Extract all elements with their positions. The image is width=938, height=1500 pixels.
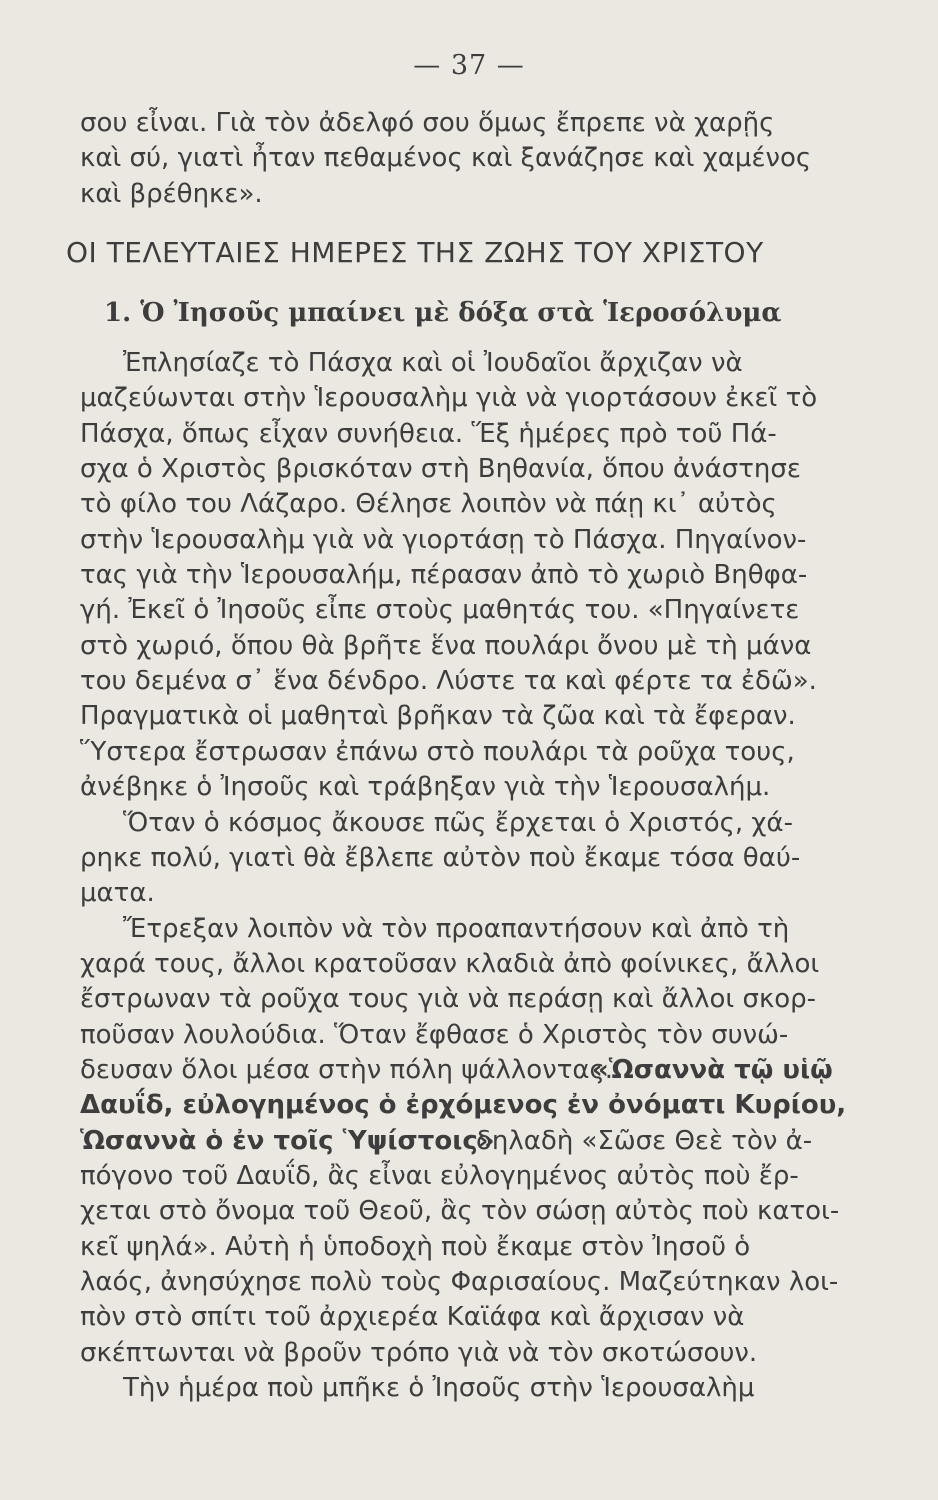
text-line: ἔστρωναν τὰ ροῦχα τους γιὰ νὰ περάσῃ καὶ ἄλλοι σκορ- (80, 984, 817, 1014)
section-heading: 1. Ὁ Ἰησοῦς μπαίνει μὲ δόξα στὰ Ἱεροσόλυμα (104, 298, 782, 328)
text-line-bold: Ὡσαννὰ ὁ ἐν τοῖς Ὑψίστοις» (80, 1126, 495, 1156)
text-line: χαρά τους, ἄλλοι κρατοῦσαν κλαδιὰ ἀπὸ φοίνικες, ἄλλοι (80, 949, 820, 979)
text-line: Ὕστερα ἔστρωσαν ἐπάνω στὸ πουλάρι τὰ ροῦχα τους, (80, 737, 795, 767)
text-line: σχα ὁ Χριστὸς βρισκόταν στὴ Βηθανία, ὅπου ἀνάστησε (80, 454, 801, 484)
page-number: — 37 — (413, 50, 525, 81)
text-line: στὸ χωριό, ὅπου θὰ βρῆτε ἕνα πουλάρι ὄνου μὲ τὴ μάνα (80, 631, 812, 661)
text-line: τας γιὰ τὴν Ἱερουσαλήμ, πέρασαν ἀπὸ τὸ χωριὸ Βηθφα- (80, 560, 808, 590)
chapter-heading: ΟΙ ΤΕΛΕΥΤΑΙΕΣ ΗΜΕΡΕΣ ΤΗΣ ΖΩΗΣ ΤΟΥ ΧΡΙΣΤΟΥ (66, 236, 764, 269)
text-line: καὶ βρέθηκε». (80, 179, 263, 209)
text-line: του δεμένα σ᾿ ἕνα δένδρο. Λύστε τα καὶ φέρτε τα ἐδῶ». (80, 666, 817, 696)
text-line: δευσαν ὅλοι μέσα στὴν πόλη ψάλλοντας. (80, 1055, 614, 1085)
text-line: πόγονο τοῦ Δαυΐδ, ἂς εἶναι εὐλογημένος αὐτὸς ποὺ ἔρ- (80, 1161, 799, 1191)
text-line: χεται στὸ ὄνομα τοῦ Θεοῦ, ἂς τὸν σώσῃ αὐτὸς ποὺ κατοι- (80, 1196, 840, 1226)
text-line: πὸν στὸ σπίτι τοῦ ἀρχιερέα Καϊάφα καὶ ἄρχισαν νὰ (80, 1302, 745, 1332)
text-line-bold: Δαυΐδ, εὐλογημένος ὁ ἐρχόμενος ἐν ὀνόματι Κυρίου, (80, 1090, 847, 1120)
text-line: τὸ φίλο του Λάζαρο. Θέλησε λοιπὸν νὰ πάῃ κι᾿ αὐτὸς (80, 489, 777, 519)
text-line: ρηκε πολύ, γιατὶ θὰ ἔβλεπε αὐτὸν ποὺ ἔκαμε τόσα θαύ- (80, 843, 801, 873)
text-line: Ὅταν ὁ κόσμος ἄκουσε πῶς ἔρχεται ὁ Χριστός, χά- (123, 808, 793, 838)
text-line: στὴν Ἱερουσαλὴμ γιὰ νὰ γιορτάσῃ τὸ Πάσχα. Πηγαίνον- (80, 525, 807, 555)
text-line: ποῦσαν λουλούδια. Ὅταν ἔφθασε ὁ Χριστὸς τὸν συνώ- (80, 1020, 789, 1050)
text-line: Πάσχα, ὅπως εἶχαν συνήθεια. Ἕξ ἡμέρες πρὸ τοῦ Πά- (80, 419, 777, 449)
text-line: σου εἶναι. Γιὰ τὸν ἀδελφό σου ὅμως ἔπρεπε νὰ χαρῇς (80, 108, 775, 138)
text-line: Ἐπλησίαζε τὸ Πάσχα καὶ οἱ Ἰουδαῖοι ἄρχιζαν νὰ (123, 348, 743, 378)
text-line: καὶ σύ, γιατὶ ἦταν πεθαμένος καὶ ξανάζησε καὶ χαμένος (80, 143, 812, 173)
text-line: ἀνέβηκε ὁ Ἰησοῦς καὶ τράβηξαν γιὰ τὴν Ἱερουσαλήμ. (80, 772, 771, 802)
text-line: γή. Ἐκεῖ ὁ Ἰησοῦς εἶπε στοὺς μαθητάς του. «Πηγαίνετε (80, 595, 800, 625)
text-line: λαός, ἀνησύχησε πολὺ τοὺς Φαρισαίους. Μαζεύτηκαν λοι- (80, 1267, 839, 1297)
text-line: Πραγματικὰ οἱ μαθηταὶ βρῆκαν τὰ ζῶα καὶ τὰ ἔφεραν. (80, 701, 796, 731)
text-line: κεῖ ψηλά». Αὐτὴ ἡ ὑποδοχὴ ποὺ ἔκαμε στὸν Ἰησοῦ ὁ (80, 1232, 751, 1262)
text-line-bold: «Ὡσαννὰ τῷ υἱῷ (592, 1055, 833, 1085)
text-line: δηλαδὴ «Σῶσε Θεὲ τὸν ἀ- (476, 1126, 813, 1156)
text-line: μαζεύωνται στὴν Ἱερουσαλὴμ γιὰ νὰ γιορτάσουν ἐκεῖ τὸ (80, 383, 818, 413)
text-line: σκέπτωνται νὰ βροῦν τρόπο γιὰ νὰ τὸν σκοτώσουν. (80, 1338, 758, 1368)
text-line: Ἔτρεξαν λοιπὸν νὰ τὸν προαπαντήσουν καὶ ἀπὸ τὴ (123, 914, 790, 944)
text-line: Τὴν ἡμέρα ποὺ μπῆκε ὁ Ἰησοῦς στὴν Ἱερουσαλὴμ (123, 1373, 755, 1403)
text-line: ματα. (80, 878, 155, 908)
